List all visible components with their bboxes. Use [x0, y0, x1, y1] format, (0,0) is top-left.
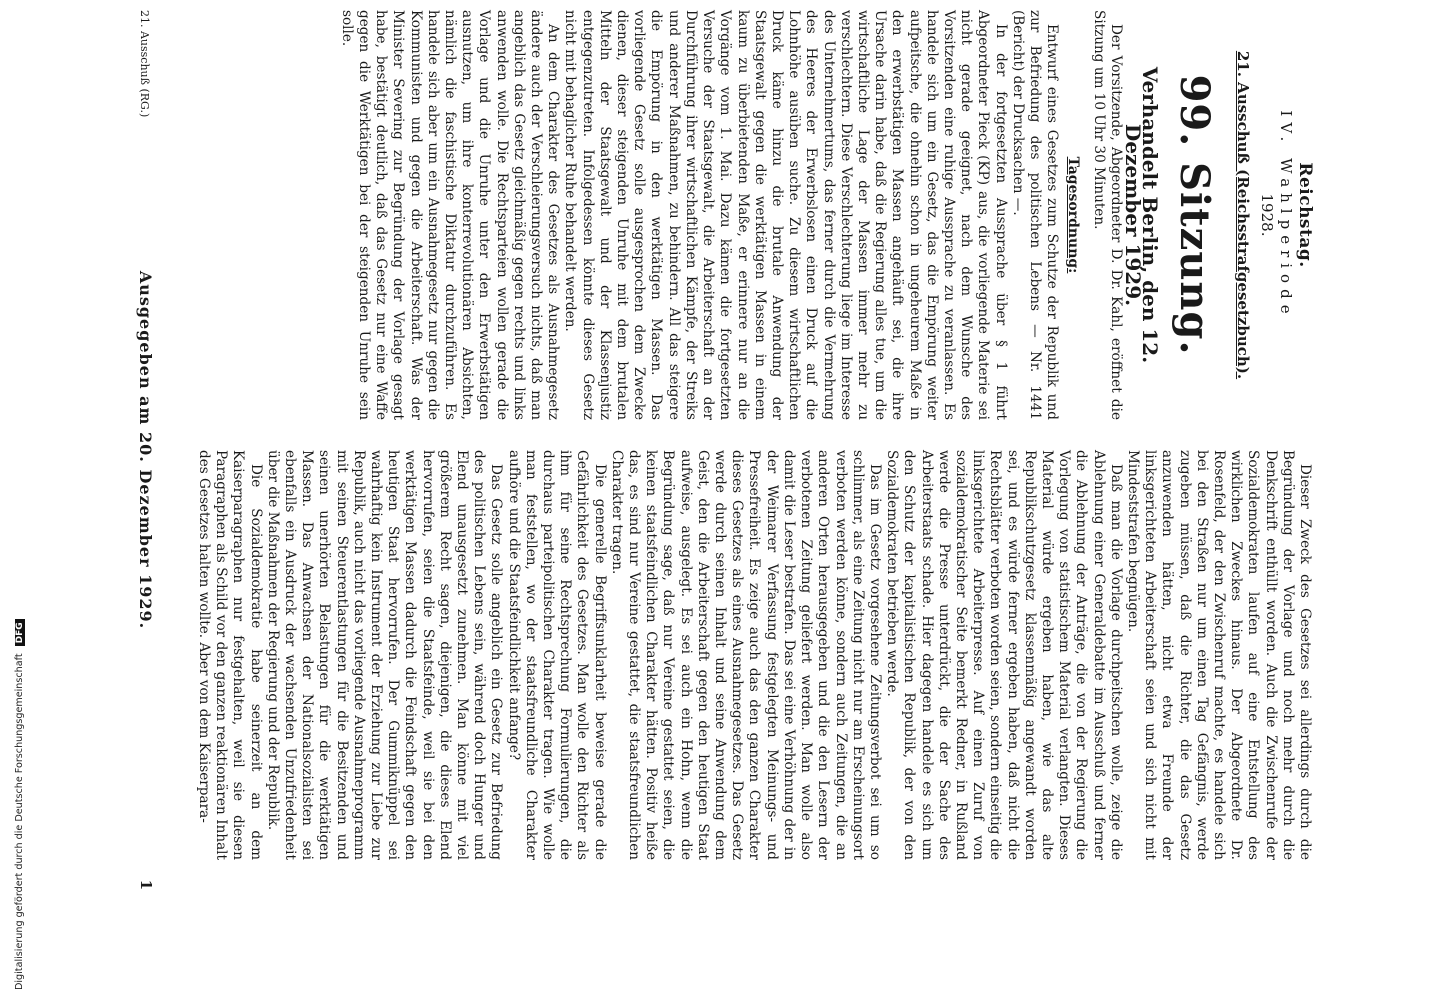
dfg-funding-note — [14, 619, 25, 990]
session-title: 99. Sitzung. — [1171, 74, 1219, 356]
footer-note: 21. Ausschuß (RG.) — [138, 10, 151, 118]
paragraph: Die Sozialdemokratie habe seinerzeit an dem Kaiserparagraphen nur festgehalten, weil sie diesen Paragraphen als Schild vor den ganzen reaktionären Inhalt des Gesetzes halten wollte. Aber von dem Kaiserpara- — [196, 450, 264, 860]
paragraph: Das im Gesetz vorgesehene Zeitungsverbot sei um so schlimmer, als eine Zeitung nicht nur am Erscheinungsort verboten werden könne, sondern auch Zeitungen, die an anderen Orten herausgegeben und die den Lesern der verbotenen Zeitung geliefert werden. Man wolle also damit die Leser bestrafen. Das sei eine Verhöhnung der in der Weimarer Verfassung festgelegten Meinungs- und Pressefreiheit. Es zeige auch das den ganzen Charakter dieses Gesetzes als eines Ausnahmegesetzes. Das Gesetz werde durch seinen Inhalt und seine Anwendung dem Geist, den die Arbeiterschaft gegen den heutigen Staat aufweise, ausgelegt. Es sei auch ein Hohn, wenn die Begründung sage, daß nur Vereine gestattet seien, die keinen staatsfeindlichen Charakter hätten. Positiv heiße das, es sind nur Vereine gestattet, die staatsfreundlichen Charakter tragen. — [608, 450, 883, 860]
agenda-heading: Tagesordnung: — [1065, 156, 1082, 274]
committee-title: 21. Ausschuß (Reichsstrafgesetzbuch). — [1234, 50, 1253, 380]
funding-text: Digitalisierung gefördert durch die Deutsche Forschungsgemeinschaft — [14, 653, 25, 990]
page-number: 1 — [137, 879, 155, 890]
paragraph: Die generelle Begriffsunklarheit beweise gerade die Gefährlichkeit des Gesetzes. Man wolle den Richter als ihm für seine Rechtsprechung Formulierungen, die durchaus parteipolitischen Charakter tragen. Wie wolle man feststellen, wo der staatsfreundliche Charakter aufhöre und die Staatsfeindlichkeit anfange? — [505, 450, 608, 860]
paragraph: Daß man die Vorlage durchpeitschen wolle, zeige die Ablehnung einer Generaldebatte im Ausschuß und ferner die Ablehnung der Anträge, die von der Regierung die Vorlegung von statistischem Material verlangten. Dieses Material würde ergeben haben, wie das alte Republikschutzgesetz klassenmäßig angewandt worden sei, und es würde ferner ergeben haben, daß nicht die Rechtsblätter verboten worden seien, sondern einseitig die linksgerichtete Arbeiterpresse. Auf einen Zuruf von sozialdemokratischer Seite bemerkt Redner, in Rußland werde die Presse unterdrückt, die der Sache des Arbeiterstaats schade. Hier dagegen handele es sich um den Schutz der kapitalistischen Republik, der von den Sozialdemokraten betrieben werde. — [884, 450, 1124, 860]
paragraph: Das Gesetz solle angeblich ein Gesetz zur Befriedung des politischen Lebens sein, während doch Hunger und Elend unausgesetzt zunehmen. Man könne mit viel größerem Recht sagen, diejenigen, die dieses Elend hervorrufen, seien die Staatsfeinde, weil sie bei den werktätigen Massen dadurch die Feindschaft gegen den heutigen Staat hervorrufen. Der Gummiknüppel sei wahrhaftig kein Instrument der Erziehung zur Liebe zur Republik, auch nicht das vorliegende Ausnahmeprogramm mit seinen Steuerentlastungen für die Besitzenden und seinen unerhörten Belastungen für die werktätigen Massen. Das Anwachsen der Nationalsozialisten sei ebenfalls ein Ausdruck der wachsenden Unzufriedenheit über die Maßnahmen der Regierung und der Republik. — [264, 450, 505, 860]
issued-date: Ausgegeben am 20. Dezember 1929. — [136, 270, 155, 630]
year: 1928. — [1257, 193, 1276, 237]
document-header — [1120, 10, 1315, 420]
agenda-item: Entwurf eines Gesetzes zum Schutze der Republik und zur Befriedung des politischen Lebens — Nr. 1441 (Bericht) der Drucksachen —. — [1009, 10, 1061, 420]
paragraph: An dem Charakter des Gesetzes als Ausnahmegesetz ändere auch der Verschleierungsversuch nichts, daß man angeblich das Gesetz gleichmäßig gegen rechts und links anwenden wolle. Die Rechtsparteien wollen gerade die Vorlage und die Unruhe unter den Erwerbstätigen ausnutzen, um ihre konterrevolutionären Absichten, nämlich die faschistische Diktatur durchzuführen. Es handele sich aber um ein Ausnahmegesetz nur gegen die Kommunisten und gegen die Arbeiterschaft. Was der Minister Severing zur Begründung der Vorlage gesagt habe, bestätigt deutlich, daß das Gesetz nur eine Waffe gegen die Werktätigen bei der steigenden Unruhe sein solle. — [338, 10, 562, 420]
electoral-period: IV. Wahlperiode — [1276, 110, 1295, 320]
opening-paragraph: Der Vorsitzende, Abgeordneter D. Dr. Kahl, eröffnet die Sitzung um 10 Uhr 30 Minuten. — [1090, 10, 1124, 420]
paragraph: Dieser Zweck des Gesetzes sei allerdings durch die Begründung der Vorlage und noch mehr durch die Denkschrift enthüllt worden. Auch die Zwischenrufe der Sozialdemokraten laufen auf eine Entstellung des wirklichen Zweckes hinaus. Der Abgeordnete Dr. Rosenfeld, der den Zwischenruf machte, es handele sich bei den Straßen nur um einen Tag Gefängnis, werde zugeben müssen, daß die Richter, die das Gesetz anzuwenden hätten, nicht etwa Freunde der linksgerichteten Arbeiterschaft seien und sich nicht mit Mindeststrafen begnügen. — [1124, 450, 1313, 860]
paragraph: In der fortgesetzten Aussprache über § 1 führt Abgeordneter Pieck (KP) aus, die vorliegende Materie sei nicht gerade geeignet, nach dem Wunsche des Vorsitzenden eine ruhige Aussprache zu veranlassen. Es handele sich um ein Gesetz, das die Empörung weiter aufpeitsche, die ohnehin schon in ungeheurem Maße in den erwerbstätigen Massen angehäuft sei, die ihre Ursache darin habe, daß die Regierung alles tue, um die wirtschaftliche Lage der Massen immer mehr zu verschlechtern. Diese Verschlechterung liege im Interesse des Unternehmertums, das ferner durch die Vermehrung des Heeres der Erwerbslosen einen Druck auf die Lohnhöhe ausüben suche. Zu diesem wirtschaftlichen Druck käme hinzu die brutale Anwendung der Staatsgewalt gegen die werktätigen Massen in einem kaum zu überbietenden Maße, er erinnere nur an die Vorgänge vom 1. Mai. Dazu kämen die fortgesetzten Versuche der Staatsgewalt, die Arbeiterschaft an der Durchführung ihrer wirtschaftlichen Kämpfe, der Streiks und anderer Maßnahmen, zu behindern. All das steigere die Empörung in den werktätigen Massen. Das vorliegende Gesetz solle ausgesprochen dem Zwecke dienen, dieser steigenden Unruhe mit dem brutalen Mitteln der Staatsgewalt und der Klassenjustiz entgegenzutreten. Infolgedessen könnte dieses Gesetz nicht mit behaglicher Ruhe behandelt werden. — [562, 10, 1009, 420]
dfg-logo: DFG — [15, 619, 25, 646]
rotated-document — [123, 10, 1313, 890]
right-column — [123, 450, 1313, 860]
place-date: Verhandelt Berlin, den 12. Dezember 1929. — [1120, 66, 1163, 364]
organization-title: Reichstag. — [1295, 162, 1315, 268]
left-column — [123, 10, 1313, 420]
